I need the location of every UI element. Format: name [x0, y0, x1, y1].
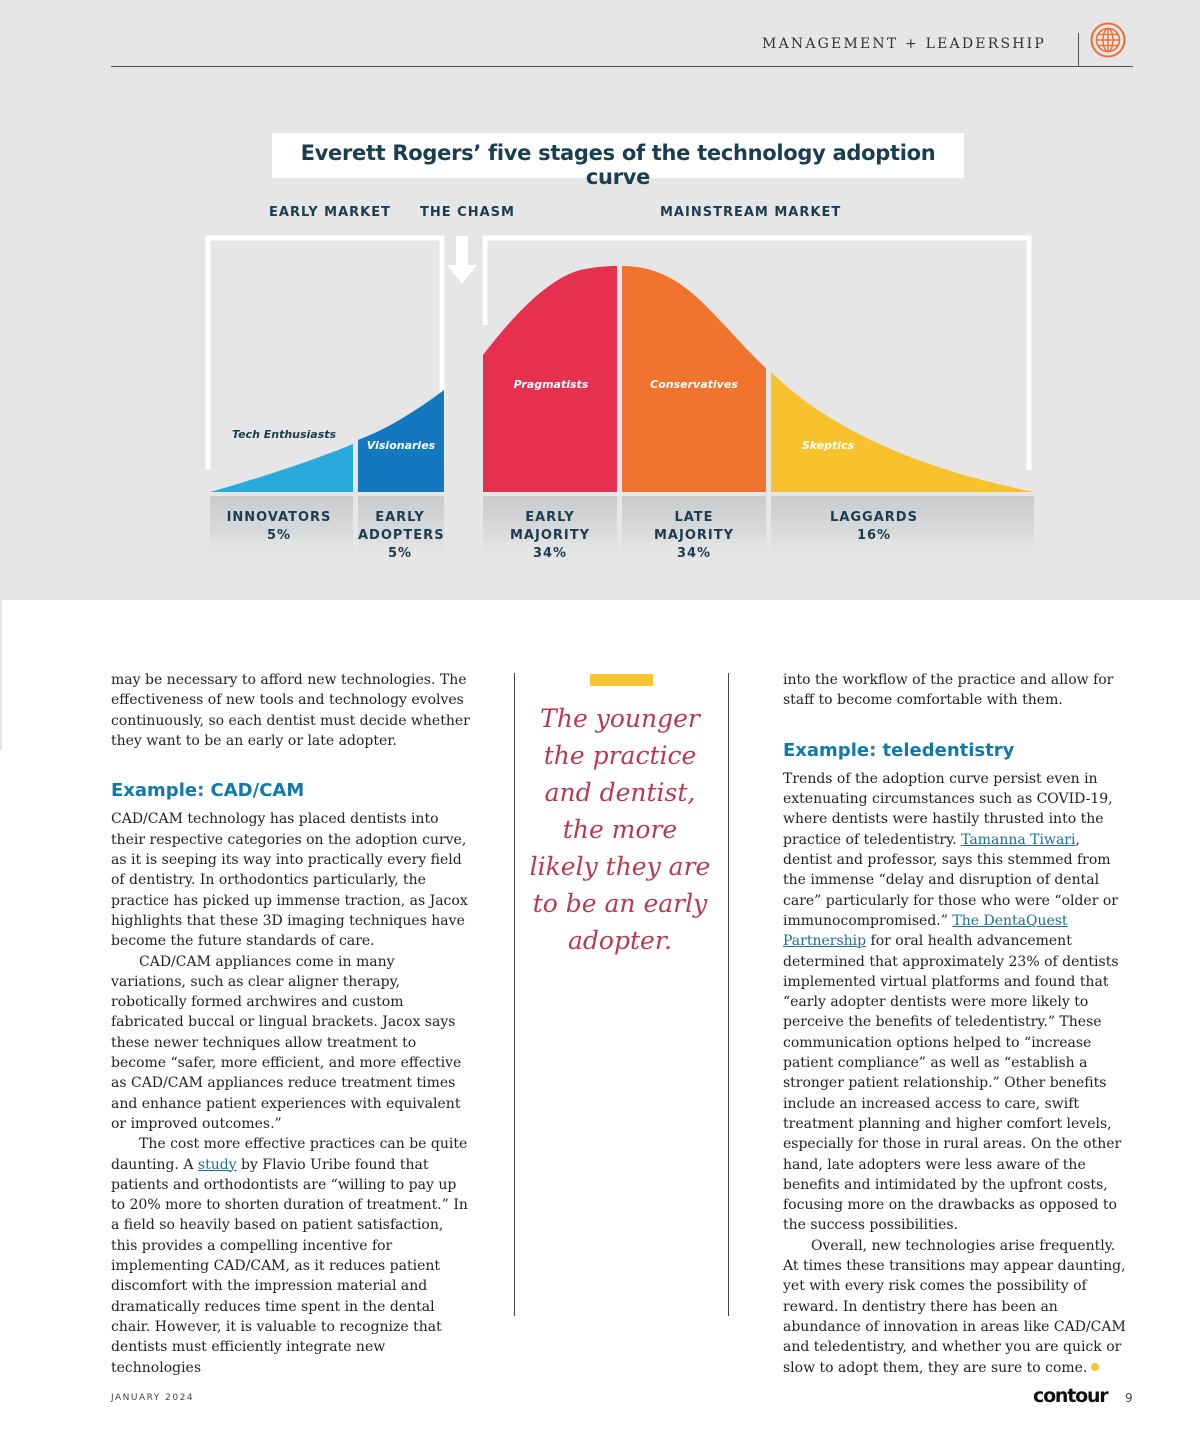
category-label-line: ADOPTERS	[358, 528, 445, 543]
text-run: for oral health advancement determined that approximately 23% of dentists implemented virtual platforms and found that “early adopter dentists were more likely to perceive the benefits of teledentistry.” These communication options helped to “increase patient compliance” as well as “establish a stronger patient relationship.” Other benefits include an increased access to care, swift treatment planning and higher comfort levels, especially for those in rural areas. On the other hand, late adopters were less aware of the benefits and intimidated by the upfront costs, focusing more on the drawbacks as opposed to the success possibilities.	[783, 933, 1122, 1234]
chart-title: Everett Rogers’ five stages of the technology adoption curve	[300, 141, 936, 189]
category-label-line: LATE	[674, 510, 714, 525]
curve-segment-innovators	[210, 444, 353, 492]
persona-label-innovators: Tech Enthusiasts	[232, 428, 337, 441]
category-label-line: MAJORITY	[653, 528, 734, 543]
category-label-line: 5%	[387, 546, 413, 561]
footer-date: JANUARY 2024	[111, 1393, 195, 1403]
end-mark-icon	[1091, 1363, 1099, 1371]
dentaquest-link[interactable]: The DentaQuest Partnership	[783, 912, 1068, 950]
paragraph: CAD/CAM appliances come in many variations, such as clear aligner therapy, robotically formed archwires and custom fabricated buccal or lingual brackets. Jacox says these newer techniques allow treatment to become “safer, more efficient, and more effective as CAD/CAM appliances reduce treatment times and enhance patient experiences with equivalent or improved outcomes.”	[111, 953, 462, 1132]
text-run: , dentist and professor, says this stemmed from the immense “delay and disruption of dental care” particularly for those who were “older or immunocompromised.”	[783, 831, 1118, 929]
early-market-label: EARLY MARKET	[269, 205, 391, 220]
page-number: 9	[1125, 1391, 1133, 1405]
persona-label-early-adopters: Visionaries	[366, 439, 436, 452]
pullquote-accent-bar	[590, 674, 653, 686]
curve-segment-laggards	[771, 372, 1034, 492]
teledentistry-heading: Example: teledentistry	[783, 739, 1015, 761]
edge-strip	[0, 600, 2, 750]
paragraph	[783, 1236, 1131, 1378]
chasm-arrow-icon	[447, 236, 477, 284]
category-label-line: EARLY	[375, 510, 425, 525]
paragraph: may be necessary to afford new technologies. The effectiveness of new tools and technology evolves continuously, so each dentist must decide whether they want to be an early or late adopter.	[111, 672, 470, 749]
text-run: The cost more effective practices can be quite daunting. A	[111, 1136, 468, 1173]
text-run: Overall, new technologies arise frequently. At times these transitions may appear daunting, yet with every risk comes the possibility of reward. In dentistry there has been an abundance of innovation in areas like CAD/CAM and teledentistry, and whether you are quick or slow to adopt them, they are sure to come.	[783, 1237, 1126, 1376]
pullquote: The younger the practice and dentist, the more likely they are to be an early adopter.	[529, 704, 711, 955]
text-run: by Flavio Uribe found that patients and orthodontists are “willing to pay up to 20% more to shorten duration of treatment.” In a field so heavily based on patient satisfaction, this provides a compelling incentive for implementing CAD/CAM, as it reduces patient discomfort with the impression material and dramatically reduces time spent in the dental chair. However, it is valuable to recognize that dentists must efficiently integrate new technologies	[111, 1156, 468, 1376]
category-label-line: 16%	[856, 528, 892, 543]
mainstream-market-label: MAINSTREAM MARKET	[660, 205, 842, 220]
category-label-early-adopters	[358, 509, 445, 563]
persona-label-late-majority: Conservatives	[650, 378, 738, 391]
persona-label-laggards: Skeptics	[801, 439, 855, 452]
body-column-3	[783, 670, 1131, 1378]
category-label-line: MAJORITY	[509, 528, 590, 543]
paragraph	[111, 1134, 471, 1378]
category-label-line: 34%	[676, 546, 712, 561]
contour-logo: contour	[1033, 1385, 1108, 1407]
column-rule-left	[514, 673, 515, 1316]
category-label-line: INNOVATORS	[226, 510, 332, 525]
paragraph: into the workflow of the practice and allow for staff to become comfortable with them.	[783, 672, 1114, 709]
category-label-line: 34%	[532, 546, 568, 561]
study-link[interactable]: study	[197, 1156, 237, 1173]
text-run: Trends of the adoption curve persist even in extenuating circumstances such as COVID-19, where dentists were hastily thrusted into the practice of teledentistry.	[783, 770, 1113, 848]
paragraph: CAD/CAM technology has placed dentists into their respective categories on the adoption curve, as it is seeping its way into practically every field of dentistry. In orthodontics particularly, the practice has picked up immense traction, as Jacox highlights that these 3D imaging techniques have become the future standards of care.	[111, 811, 468, 950]
chasm-label: THE CHASM	[420, 205, 515, 220]
persona-label-early-majority: Pragmatists	[513, 378, 589, 391]
category-label-laggards	[743, 509, 1006, 545]
category-label-line: 5%	[266, 528, 292, 543]
tamanna-tiwari-link[interactable]: Tamanna Tiwari	[961, 831, 1076, 848]
category-label-innovators	[209, 509, 349, 545]
section-label: MANAGEMENT + LEADERSHIP	[762, 36, 1046, 52]
cadcam-heading: Example: CAD/CAM	[111, 780, 305, 802]
category-label-line: EARLY	[525, 510, 575, 525]
category-label-line: LAGGARDS	[830, 510, 918, 525]
category-label-early-majority	[483, 509, 617, 563]
column-rule-right	[728, 673, 729, 1316]
paragraph	[783, 769, 1131, 1236]
body-column-1	[111, 670, 471, 1378]
